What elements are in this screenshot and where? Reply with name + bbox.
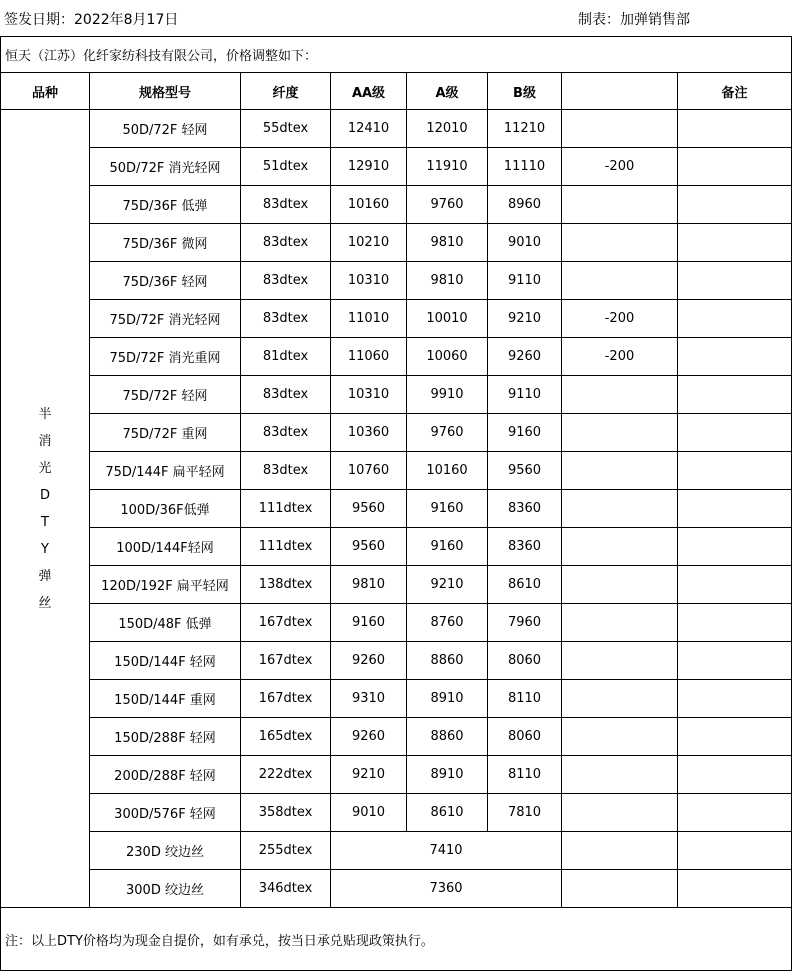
fineness-cell: 358dtex bbox=[241, 794, 331, 832]
spec-cell: 100D/144F轻网 bbox=[90, 528, 241, 566]
adjustment-cell bbox=[562, 452, 678, 490]
spec-cell: 230D 绞边丝 bbox=[90, 832, 241, 870]
b-price-cell: 11110 bbox=[488, 148, 562, 186]
a-price-cell: 9810 bbox=[407, 262, 488, 300]
spec-cell: 75D/144F 扁平轻网 bbox=[90, 452, 241, 490]
aa-price-cell: 11060 bbox=[331, 338, 407, 376]
aa-price-cell: 12910 bbox=[331, 148, 407, 186]
a-price-cell: 9210 bbox=[407, 566, 488, 604]
table-row bbox=[1, 566, 792, 604]
sheet-header bbox=[0, 0, 792, 36]
adjustment-cell bbox=[562, 566, 678, 604]
aa-price-cell: 9160 bbox=[331, 604, 407, 642]
table-row bbox=[1, 110, 792, 148]
fineness-cell: 83dtex bbox=[241, 452, 331, 490]
variety-char: 半 bbox=[38, 406, 52, 422]
footer-row bbox=[1, 908, 792, 971]
a-price-cell: 10010 bbox=[407, 300, 488, 338]
adjustment-cell: -200 bbox=[562, 338, 678, 376]
aa-price-cell: 10360 bbox=[331, 414, 407, 452]
table-row bbox=[1, 604, 792, 642]
aa-price-cell: 9260 bbox=[331, 718, 407, 756]
table-row bbox=[1, 338, 792, 376]
spec-cell: 200D/288F 轻网 bbox=[90, 756, 241, 794]
adjustment-cell bbox=[562, 642, 678, 680]
adjustment-cell bbox=[562, 718, 678, 756]
table-row bbox=[1, 756, 792, 794]
spec-cell: 150D/48F 低弹 bbox=[90, 604, 241, 642]
variety-char: 弹 bbox=[38, 568, 52, 584]
remark-cell bbox=[678, 718, 792, 756]
b-price-cell: 9110 bbox=[488, 376, 562, 414]
b-price-cell: 9110 bbox=[488, 262, 562, 300]
variety-char: 丝 bbox=[38, 595, 52, 611]
fineness-cell: 83dtex bbox=[241, 300, 331, 338]
remark-cell bbox=[678, 832, 792, 870]
remark-cell bbox=[678, 604, 792, 642]
a-price-cell: 10060 bbox=[407, 338, 488, 376]
spec-cell: 75D/36F 微网 bbox=[90, 224, 241, 262]
table-row bbox=[1, 718, 792, 756]
fineness-cell: 111dtex bbox=[241, 490, 331, 528]
aa-price-cell: 10310 bbox=[331, 376, 407, 414]
header-aa-grade: AA级 bbox=[331, 73, 407, 110]
adjustment-cell bbox=[562, 870, 678, 908]
adjustment-cell bbox=[562, 794, 678, 832]
a-price-cell: 10160 bbox=[407, 452, 488, 490]
header-a-grade: A级 bbox=[407, 73, 488, 110]
remark-cell bbox=[678, 186, 792, 224]
adjustment-cell bbox=[562, 680, 678, 718]
fineness-cell: 83dtex bbox=[241, 414, 331, 452]
spec-cell: 150D/144F 重网 bbox=[90, 680, 241, 718]
header-variety: 品种 bbox=[1, 73, 90, 110]
adjustment-cell bbox=[562, 262, 678, 300]
b-price-cell: 8060 bbox=[488, 718, 562, 756]
a-price-cell: 8760 bbox=[407, 604, 488, 642]
b-price-cell: 8060 bbox=[488, 642, 562, 680]
header-row bbox=[1, 73, 792, 110]
spec-cell: 300D/576F 轻网 bbox=[90, 794, 241, 832]
adjustment-cell bbox=[562, 604, 678, 642]
spec-cell: 75D/72F 重网 bbox=[90, 414, 241, 452]
adjustment-cell bbox=[562, 832, 678, 870]
a-price-cell: 12010 bbox=[407, 110, 488, 148]
a-price-cell: 9760 bbox=[407, 414, 488, 452]
b-price-cell: 8960 bbox=[488, 186, 562, 224]
variety-cell bbox=[1, 110, 90, 908]
adjustment-cell bbox=[562, 414, 678, 452]
header-adjustment bbox=[562, 73, 678, 110]
remark-cell bbox=[678, 376, 792, 414]
a-price-cell: 8860 bbox=[407, 642, 488, 680]
merged-price-cell: 7410 bbox=[331, 832, 562, 870]
table-row bbox=[1, 794, 792, 832]
spec-cell: 75D/72F 消光重网 bbox=[90, 338, 241, 376]
header-spec: 规格型号 bbox=[90, 73, 241, 110]
b-price-cell: 11210 bbox=[488, 110, 562, 148]
fineness-cell: 346dtex bbox=[241, 870, 331, 908]
table-row bbox=[1, 186, 792, 224]
adjustment-cell bbox=[562, 490, 678, 528]
table-row bbox=[1, 262, 792, 300]
a-price-cell: 9160 bbox=[407, 490, 488, 528]
b-price-cell: 9210 bbox=[488, 300, 562, 338]
a-price-cell: 8860 bbox=[407, 718, 488, 756]
spec-cell: 50D/72F 消光轻网 bbox=[90, 148, 241, 186]
b-price-cell: 8110 bbox=[488, 756, 562, 794]
table-row bbox=[1, 680, 792, 718]
remark-cell bbox=[678, 642, 792, 680]
spec-cell: 100D/36F低弹 bbox=[90, 490, 241, 528]
remark-cell bbox=[678, 338, 792, 376]
fineness-cell: 55dtex bbox=[241, 110, 331, 148]
b-price-cell: 9260 bbox=[488, 338, 562, 376]
b-price-cell: 8610 bbox=[488, 566, 562, 604]
a-price-cell: 8910 bbox=[407, 680, 488, 718]
fineness-cell: 167dtex bbox=[241, 604, 331, 642]
aa-price-cell: 9310 bbox=[331, 680, 407, 718]
remark-cell bbox=[678, 566, 792, 604]
table-row bbox=[1, 528, 792, 566]
aa-price-cell: 12410 bbox=[331, 110, 407, 148]
fineness-cell: 111dtex bbox=[241, 528, 331, 566]
fineness-cell: 51dtex bbox=[241, 148, 331, 186]
header-b-grade: B级 bbox=[488, 73, 562, 110]
fineness-cell: 167dtex bbox=[241, 680, 331, 718]
b-price-cell: 9160 bbox=[488, 414, 562, 452]
table-row bbox=[1, 224, 792, 262]
fineness-cell: 81dtex bbox=[241, 338, 331, 376]
remark-cell bbox=[678, 490, 792, 528]
header-remark: 备注 bbox=[678, 73, 792, 110]
fineness-cell: 83dtex bbox=[241, 262, 331, 300]
aa-price-cell: 9010 bbox=[331, 794, 407, 832]
price-table bbox=[0, 36, 792, 971]
spec-cell: 75D/72F 消光轻网 bbox=[90, 300, 241, 338]
a-price-cell: 8910 bbox=[407, 756, 488, 794]
footer-note: 注：以上DTY价格均为现金自提价，如有承兑，按当日承兑贴现政策执行。 bbox=[1, 908, 792, 971]
adjustment-cell: -200 bbox=[562, 300, 678, 338]
fineness-cell: 255dtex bbox=[241, 832, 331, 870]
table-row bbox=[1, 300, 792, 338]
aa-price-cell: 9810 bbox=[331, 566, 407, 604]
variety-char: Y bbox=[41, 541, 49, 557]
aa-price-cell: 9560 bbox=[331, 490, 407, 528]
fineness-cell: 167dtex bbox=[241, 642, 331, 680]
table-row bbox=[1, 642, 792, 680]
table-row bbox=[1, 148, 792, 186]
b-price-cell: 7960 bbox=[488, 604, 562, 642]
spec-cell: 120D/192F 扁平轻网 bbox=[90, 566, 241, 604]
aa-price-cell: 9210 bbox=[331, 756, 407, 794]
b-price-cell: 8360 bbox=[488, 490, 562, 528]
fineness-cell: 83dtex bbox=[241, 224, 331, 262]
fineness-cell: 222dtex bbox=[241, 756, 331, 794]
b-price-cell: 9010 bbox=[488, 224, 562, 262]
b-price-cell: 8110 bbox=[488, 680, 562, 718]
adjustment-cell: -200 bbox=[562, 148, 678, 186]
aa-price-cell: 11010 bbox=[331, 300, 407, 338]
b-price-cell: 8360 bbox=[488, 528, 562, 566]
a-price-cell: 11910 bbox=[407, 148, 488, 186]
issue-date: 签发日期：2022年8月17日 bbox=[4, 12, 179, 28]
b-price-cell: 9560 bbox=[488, 452, 562, 490]
notice-text: 恒天（江苏）化纤家纺科技有限公司，价格调整如下： bbox=[1, 37, 792, 73]
a-price-cell: 8610 bbox=[407, 794, 488, 832]
prepared-by: 制表：加弹销售部 bbox=[578, 12, 690, 28]
a-price-cell: 9810 bbox=[407, 224, 488, 262]
fineness-cell: 83dtex bbox=[241, 376, 331, 414]
variety-char: 光 bbox=[38, 460, 52, 476]
aa-price-cell: 9260 bbox=[331, 642, 407, 680]
adjustment-cell bbox=[562, 110, 678, 148]
adjustment-cell bbox=[562, 186, 678, 224]
spec-cell: 75D/36F 轻网 bbox=[90, 262, 241, 300]
spec-cell: 150D/144F 轻网 bbox=[90, 642, 241, 680]
merged-price-cell: 7360 bbox=[331, 870, 562, 908]
adjustment-cell bbox=[562, 224, 678, 262]
table-row bbox=[1, 452, 792, 490]
b-price-cell: 7810 bbox=[488, 794, 562, 832]
spec-cell: 300D 绞边丝 bbox=[90, 870, 241, 908]
spec-cell: 75D/36F 低弹 bbox=[90, 186, 241, 224]
a-price-cell: 9160 bbox=[407, 528, 488, 566]
fineness-cell: 83dtex bbox=[241, 186, 331, 224]
fineness-cell: 138dtex bbox=[241, 566, 331, 604]
variety-char: 消 bbox=[38, 433, 52, 449]
table-row bbox=[1, 376, 792, 414]
aa-price-cell: 10310 bbox=[331, 262, 407, 300]
remark-cell bbox=[678, 148, 792, 186]
remark-cell bbox=[678, 224, 792, 262]
aa-price-cell: 10210 bbox=[331, 224, 407, 262]
spec-cell: 50D/72F 轻网 bbox=[90, 110, 241, 148]
remark-cell bbox=[678, 300, 792, 338]
remark-cell bbox=[678, 528, 792, 566]
remark-cell bbox=[678, 452, 792, 490]
aa-price-cell: 10160 bbox=[331, 186, 407, 224]
remark-cell bbox=[678, 794, 792, 832]
fineness-cell: 165dtex bbox=[241, 718, 331, 756]
remark-cell bbox=[678, 756, 792, 794]
aa-price-cell: 9560 bbox=[331, 528, 407, 566]
a-price-cell: 9910 bbox=[407, 376, 488, 414]
remark-cell bbox=[678, 680, 792, 718]
table-row bbox=[1, 832, 792, 870]
spec-cell: 150D/288F 轻网 bbox=[90, 718, 241, 756]
remark-cell bbox=[678, 262, 792, 300]
table-row bbox=[1, 490, 792, 528]
remark-cell bbox=[678, 870, 792, 908]
table-row bbox=[1, 414, 792, 452]
table-row bbox=[1, 870, 792, 908]
adjustment-cell bbox=[562, 756, 678, 794]
aa-price-cell: 10760 bbox=[331, 452, 407, 490]
adjustment-cell bbox=[562, 528, 678, 566]
remark-cell bbox=[678, 414, 792, 452]
a-price-cell: 9760 bbox=[407, 186, 488, 224]
variety-char: T bbox=[41, 514, 49, 530]
variety-char: D bbox=[39, 487, 50, 503]
remark-cell bbox=[678, 110, 792, 148]
header-fineness: 纤度 bbox=[241, 73, 331, 110]
spec-cell: 75D/72F 轻网 bbox=[90, 376, 241, 414]
adjustment-cell bbox=[562, 376, 678, 414]
